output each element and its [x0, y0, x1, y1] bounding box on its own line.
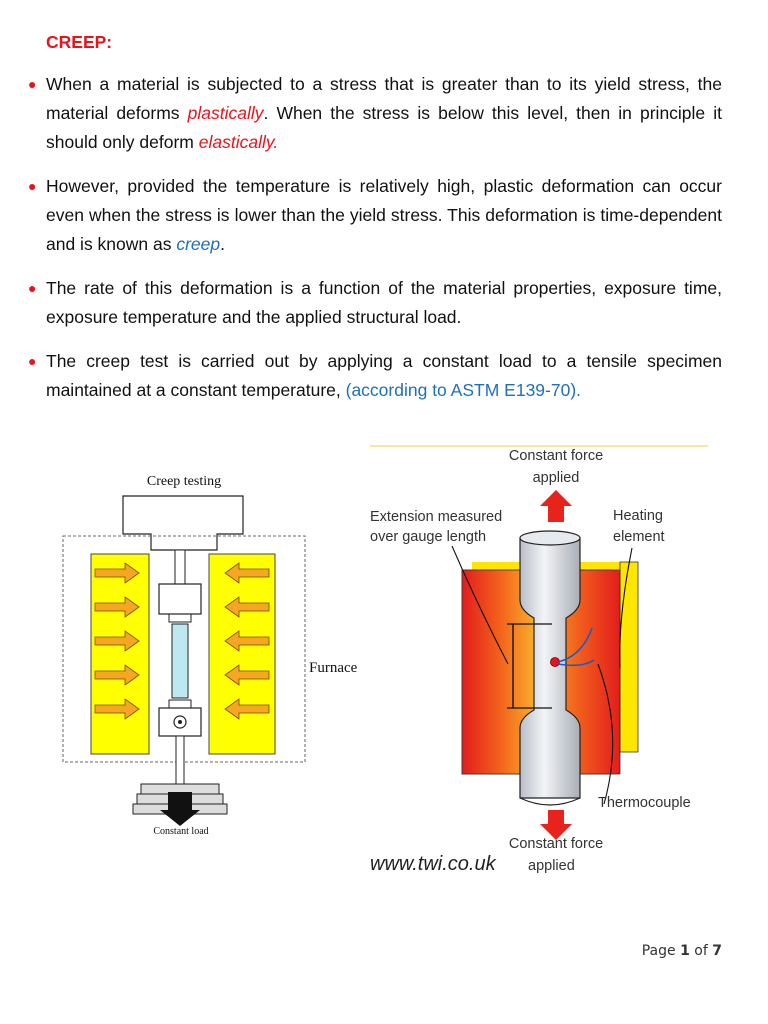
text-run: . When the stress is below this level, then in principle it should only deform — [46, 103, 722, 152]
extension-label-line2: over gauge length — [370, 529, 487, 545]
bullet-text — [46, 70, 722, 157]
source-url: www.twi.co.uk — [370, 853, 496, 875]
furnace-label: Furnace — [309, 660, 358, 676]
bullet-marker: ● — [28, 280, 37, 296]
bullet-text — [46, 347, 722, 405]
section-heading: CREEP: — [46, 32, 113, 52]
creep-testing-title: Creep testing — [146, 474, 222, 489]
constant-load-label: Constant load — [153, 826, 209, 837]
bullet-marker: ● — [28, 178, 37, 194]
upper-grip — [159, 584, 201, 614]
heating-label-line2: element — [613, 529, 665, 545]
bullet-text — [46, 172, 722, 259]
current-page: 1 — [680, 943, 690, 959]
creep-testing-diagram — [55, 466, 370, 846]
bullet-list — [28, 70, 722, 420]
specimen — [172, 624, 188, 698]
page-word: Page — [641, 943, 676, 959]
bullet-text — [46, 274, 722, 332]
creep-testing-figure — [55, 466, 370, 846]
bullet-item — [28, 70, 722, 157]
heater-right — [209, 554, 275, 754]
of-word: of — [694, 943, 708, 959]
astm-reference: (according to ASTM E139-70) — [345, 380, 577, 400]
up-arrow-icon — [540, 490, 572, 522]
emphasis-creep: creep — [176, 234, 221, 254]
crosshead — [123, 496, 243, 550]
bottom-force-label-line1: Constant force — [508, 836, 604, 852]
bullet-item — [28, 347, 722, 405]
emphasis-plastically: plastically — [187, 103, 264, 123]
top-force-label-line2: applied — [532, 470, 580, 486]
text-run: . — [220, 234, 226, 254]
text-run: . — [273, 132, 279, 152]
page-number — [642, 943, 722, 959]
bullet-item — [28, 172, 722, 259]
text-run: . — [576, 380, 582, 400]
upper-rod — [175, 550, 185, 584]
thermocouple-label: Thermocouple — [598, 795, 691, 811]
top-force-label-line1: Constant force — [508, 448, 604, 464]
text-run: However, provided the temperature is relatively high, plastic deformation can occur even when the stress is lower than the yield stress. This deformation is time-dependent and is known as — [46, 176, 722, 254]
total-pages: 7 — [712, 943, 722, 959]
bottom-force-label-line2: applied — [528, 858, 575, 874]
extension-label-line1: Extension measured — [370, 509, 503, 525]
text-run: The creep test is carried out by applying a constant load to a tensile specimen maintained at a constant temperature, — [46, 351, 722, 400]
bullet-marker: ● — [28, 353, 37, 369]
text-run: The rate of this deformation is a function of the material properties, exposure time, exposure temperature and the applied structural load. — [46, 278, 722, 327]
bullet-item — [28, 274, 722, 332]
text-run: When a material is subjected to a stress that is greater than to its yield stress, the material deforms — [46, 74, 722, 123]
bullet-marker: ● — [28, 76, 37, 92]
heating-label-line1: Heating — [613, 508, 663, 524]
twi-creep-figure — [362, 440, 724, 880]
twi-creep-diagram — [362, 440, 724, 880]
emphasis-elastically: elastically — [198, 132, 274, 152]
heater-left — [91, 554, 149, 754]
